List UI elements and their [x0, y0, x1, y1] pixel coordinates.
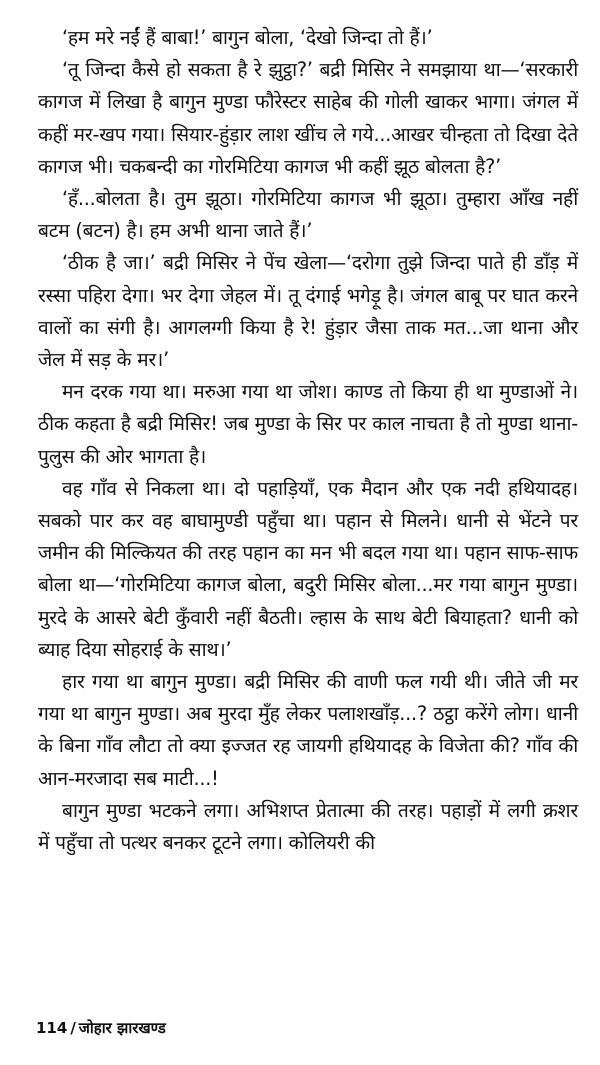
paragraph-6: वह गाँव से निकला था। दो पहाड़ियाँ, एक मैदान और एक नदी हथियादह। सबको पार कर वह बाघामुण्डी पहुँचा था। पहान से मिलने। धानी से भेंटने पर जमीन की मिल्कियत की तरह पहान का मन भी बदल गया था। पहान साफ-साफ बोला था—‘गोरमिटिया कागज बोला, बदुरी मिसिर बोला...मर गया बागुन मुण्डा। मुरदे के आसरे बेटी कुँवारी नहीं बैठती। ल्हास के साथ बेटी बियाहता? धानी को ब्याह दिया सोहराई के साथ।’	[38, 476, 578, 661]
paragraph-5: मन दरक गया था। मरुआ गया था जोश। काण्ड तो किया ही था मुण्डाओं ने। ठीक कहता है बद्री मिसिर! जब मुण्डा के सिर पर काल नाचता है तो मुण्डा थाना-पुलुस की ओर भागता है।	[38, 380, 578, 468]
paragraph-4: ‘ठीक है जा।’ बद्री मिसिर ने पेंच खेला—‘दरोगा तुझे जिन्दा पाते ही डाँड़ में रस्सा पहिरा देगा। भर देगा जेहल में। तू दंगाई भगेड़ू है। जंगल बाबू पर घात करने वालों का संगी है। आगलग्गी किया है रे! हुंड़ार जैसा ताक मत...जा थाना और जेल में सड़ के मर।’	[38, 251, 578, 372]
page-footer	[36, 1018, 166, 1038]
paragraph-3: ‘हँ...बोलता है। तुम झूठा। गोरमिटिया कागज भी झूठा। तुम्हारा आँख नहीं बटम (बटन) है। हम अभी थाना जाते हैं।’	[38, 187, 578, 243]
book-title: जोहार झारखण्ड	[78, 1019, 166, 1037]
paragraph-8: बागुन मुण्डा भटकने लगा। अभिशप्त प्रेतात्मा की तरह। पहाड़ों में लगी क्रशर में पहुँचा तो पत्थर बनकर टूटने लगा। कोलियरी की	[38, 798, 578, 855]
paragraph-7: हार गया था बागुन मुण्डा। बद्री मिसिर की वाणी फल गयी थी। जीते जी मर गया था बागुन मुण्डा। अब मुरदा मुँह लेकर पलाशखाँड़...? ठट्ठा करेंगे लोग। धानी के बिना गाँव लौटा तो क्या इज्जत रह जायगी हथियादह के विजेता की? गाँव की आन-मरजादा सब माटी...!	[38, 670, 578, 790]
body-text	[38, 22, 578, 859]
paragraph-2: ‘तू जिन्दा कैसे हो सकता है रे झुट्ठा?’ बद्री मिसिर ने समझाया था—‘सरकारी कागज में लिखा है बागुन मुण्डा फौरेस्टर साहेब की गोली खाकर भागा। जंगल में कहीं मर-खप गया। सियार-हुंड़ार लाश खींच ले गये...आखर चीन्हता तो दिखा देते कागज भी। चकबन्दी का गोरमिटिया कागज भी कहीं झूठ बोलता है?’	[38, 58, 578, 178]
page-number: 114	[36, 1019, 68, 1037]
paragraph-1: ‘हम मरे नईं हैं बाबा!’ बागुन बोला, ‘देखो जिन्दा तो हैं।’	[62, 26, 433, 49]
footer-separator: /	[70, 1019, 76, 1037]
